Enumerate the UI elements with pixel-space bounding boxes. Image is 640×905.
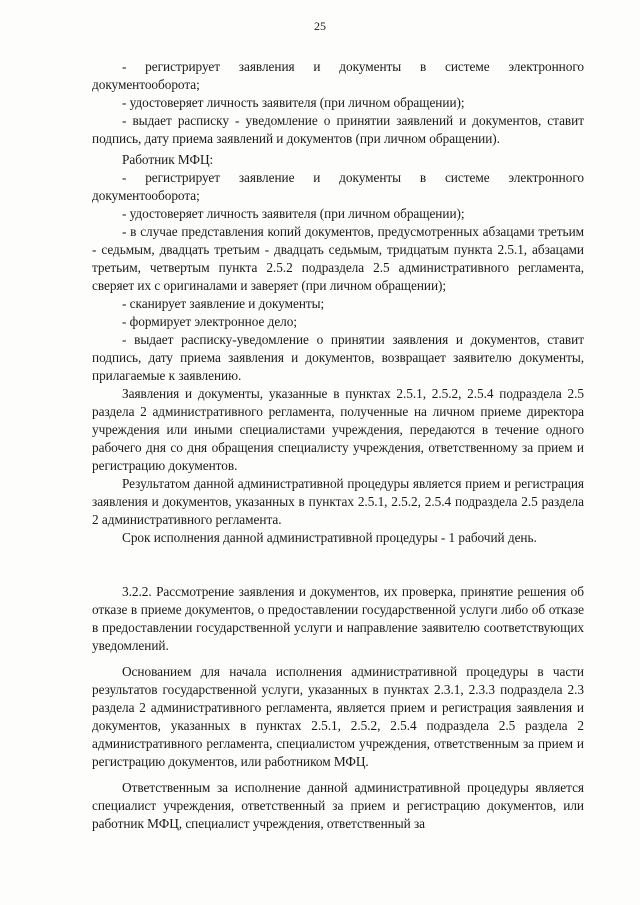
paragraph-11: Заявления и документы, указанные в пунктах 2.5.1, 2.5.2, 2.5.4 подраздела 2.5 раздела 2 административного регламента, полученные на личном приеме директора учреждения или иными специалистами учреждения, передаются в течение одного рабочего дня со дня обращения специалисту учреждения, ответственному за прием и регистрацию документов. [92, 386, 584, 473]
paragraph-16: Ответственным за исполнение данной административной процедуры является специалист учреждения, ответственный за прием и регистрацию документов, или работник МФЦ, специалист учреждения, ответственный за [92, 780, 584, 831]
paragraph-8: - сканирует заявление и документы; [122, 296, 325, 311]
paragraph-4: Работник МФЦ: [122, 152, 214, 167]
paragraph-2: - удостоверяет личность заявителя (при личном обращении); [122, 95, 465, 110]
paragraph-1: - регистрирует заявления и документы в системе электронного документооборота; [92, 59, 584, 92]
paragraph-7: - в случае представления копий документов, предусмотренных абзацами третьим - седьмым, двадцать третьим - двадцать седьмым, тридцатым пункта 2.5.1, абзацами третьим, четвертым пункта 2.5.2 подраздела 2.5 административного регламента, сверяет их с оригиналами и заверяет (при личном обращении); [92, 224, 584, 293]
paragraph-14: 3.2.2. Рассмотрение заявления и документов, их проверка, принятие решения об отказе в приеме документов, о предоставлении государственной услуги либо об отказе в предоставлении государственной услуги и направление заявителю соответствующих уведомлений. [92, 584, 584, 653]
page-number: 25 [314, 19, 326, 33]
document-body [92, 58, 584, 833]
paragraph-10: - выдает расписку-уведомление о принятии заявления и документов, ставит подпись, дату приема заявления и документов, возвращает заявителю документы, прилагаемые к заявлению. [92, 332, 584, 383]
paragraph-6: - удостоверяет личность заявителя (при личном обращении); [122, 206, 465, 221]
paragraph-9: - формирует электронное дело; [122, 314, 298, 329]
paragraph-12: Результатом данной административной процедуры является прием и регистрация заявления и документов, указанных в пунктах 2.5.1, 2.5.2, 2.5.4 подраздела 2.5 раздела 2 административного регламента. [92, 476, 584, 527]
paragraph-3: - выдает расписку - уведомление о принятии заявлений и документов, ставит подпись, дату приема заявлений и документов (при личном обращении). [92, 113, 584, 146]
paragraph-13: Срок исполнения данной административной процедуры - 1 рабочий день. [122, 530, 537, 545]
paragraph-15: Основанием для начала исполнения административной процедуры в части результатов государственной услуги, указанных в пунктах 2.3.1, 2.3.3 подраздела 2.3 раздела 2 административного регламента, является прием и регистрация заявления и документов, указанных в пунктах 2.5.1, 2.5.2, 2.5.4 подраздела 2.5 раздела 2 административного регламента, специалистом учреждения, ответственным за прием и регистрацию документов, или работником МФЦ. [92, 664, 584, 769]
paragraph-5: - регистрирует заявление и документы в системе электронного документооборота; [92, 170, 584, 203]
